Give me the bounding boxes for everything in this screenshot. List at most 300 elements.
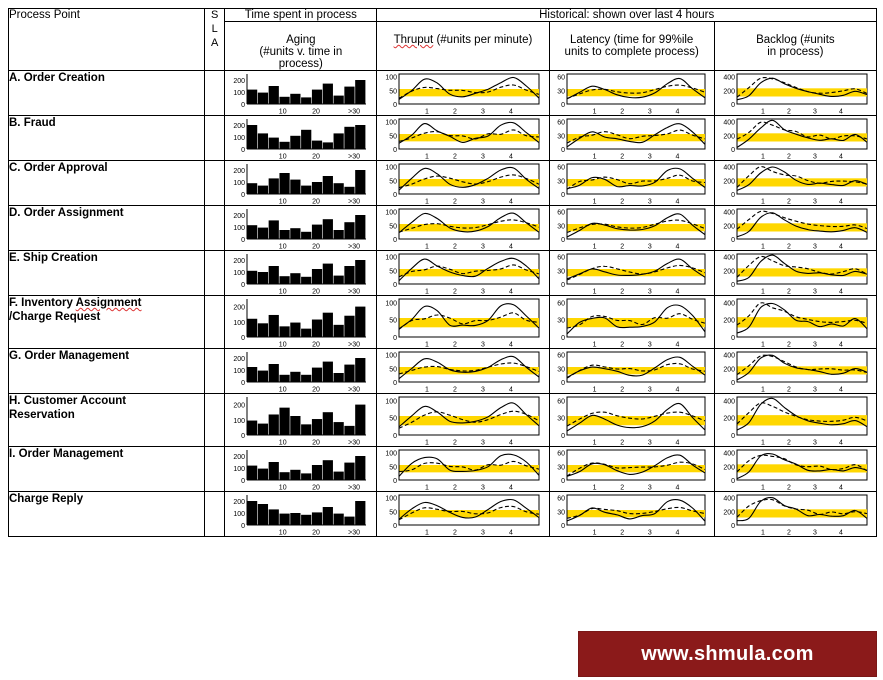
svg-text:0: 0 <box>393 478 398 485</box>
svg-text:200: 200 <box>723 223 735 231</box>
thruput-chart-cell[interactable] <box>377 447 549 492</box>
svg-text:1: 1 <box>425 243 430 250</box>
svg-text:0: 0 <box>730 237 735 244</box>
svg-text:0: 0 <box>730 433 735 440</box>
svg-text:4: 4 <box>838 386 843 393</box>
svg-text:20: 20 <box>312 108 321 115</box>
svg-text:0: 0 <box>393 523 398 530</box>
latency-chart-cell[interactable] <box>549 296 714 349</box>
svg-text:4: 4 <box>838 341 843 348</box>
svg-text:50: 50 <box>389 366 398 374</box>
svg-text:2: 2 <box>453 108 458 115</box>
svg-text:3: 3 <box>481 386 486 393</box>
svg-text:2: 2 <box>453 243 458 250</box>
svg-text:0: 0 <box>730 523 735 530</box>
svg-text:1: 1 <box>592 198 597 205</box>
thruput-chart-cell[interactable] <box>377 116 549 161</box>
backlog-chart-cell[interactable] <box>714 161 876 206</box>
svg-text:400: 400 <box>723 450 735 458</box>
svg-text:1: 1 <box>592 439 597 446</box>
svg-text:200: 200 <box>233 356 246 363</box>
backlog-chart-cell[interactable] <box>714 447 876 492</box>
svg-text:20: 20 <box>312 243 321 250</box>
svg-text:10: 10 <box>279 341 287 348</box>
process-point-label <box>9 161 205 206</box>
svg-text:400: 400 <box>723 254 735 262</box>
svg-text:4: 4 <box>509 288 514 295</box>
svg-text:2: 2 <box>786 108 791 115</box>
process-point-line: Charge Reply <box>9 493 84 505</box>
backlog-title-line1: Backlog (#units <box>756 34 835 46</box>
sla-cell <box>205 206 225 251</box>
svg-text:30: 30 <box>556 415 565 423</box>
svg-text:4: 4 <box>838 439 843 446</box>
svg-text:200: 200 <box>233 454 246 461</box>
table-row[interactable] <box>9 251 877 296</box>
svg-text:3: 3 <box>812 439 817 446</box>
process-point-label <box>9 206 205 251</box>
svg-text:3: 3 <box>812 484 817 491</box>
svg-text:100: 100 <box>233 90 246 97</box>
svg-text:0: 0 <box>560 380 565 387</box>
svg-text:400: 400 <box>723 119 735 127</box>
process-point-line: Reservation <box>9 409 75 422</box>
svg-text:3: 3 <box>647 108 652 115</box>
svg-text:1: 1 <box>425 386 430 393</box>
svg-text:4: 4 <box>838 108 843 115</box>
svg-text:20: 20 <box>312 529 321 536</box>
svg-text:100: 100 <box>385 450 398 458</box>
svg-text:3: 3 <box>481 529 486 536</box>
svg-text:100: 100 <box>233 270 246 277</box>
svg-text:0: 0 <box>393 192 398 199</box>
svg-text:1: 1 <box>760 386 765 393</box>
aging-chart-cell[interactable] <box>225 394 377 447</box>
svg-text:60: 60 <box>556 209 565 217</box>
thruput-chart-cell[interactable] <box>377 492 549 537</box>
svg-text:200: 200 <box>233 304 246 312</box>
aging-chart-cell[interactable] <box>225 349 377 394</box>
svg-text:10: 10 <box>279 529 287 536</box>
svg-text:30: 30 <box>556 366 565 374</box>
svg-text:4: 4 <box>675 439 679 446</box>
svg-text:1: 1 <box>592 108 597 115</box>
latency-chart-cell[interactable] <box>549 349 714 394</box>
svg-text:0: 0 <box>393 335 398 342</box>
svg-text:50: 50 <box>389 133 398 141</box>
table-row[interactable] <box>9 492 877 537</box>
svg-text:2: 2 <box>786 341 791 348</box>
svg-text:4: 4 <box>675 341 679 348</box>
svg-text:1: 1 <box>760 341 765 348</box>
svg-text:1: 1 <box>592 243 597 250</box>
svg-text:0: 0 <box>241 147 246 154</box>
svg-text:4: 4 <box>675 198 679 205</box>
backlog-chart-cell[interactable] <box>714 394 876 447</box>
svg-text:30: 30 <box>556 88 565 96</box>
latency-chart-cell[interactable] <box>549 71 714 116</box>
svg-text:200: 200 <box>233 168 246 175</box>
svg-text:1: 1 <box>760 198 765 205</box>
svg-text:0: 0 <box>560 102 565 109</box>
column-header-process-point: Process Point <box>9 9 205 71</box>
svg-text:1: 1 <box>760 288 765 295</box>
process-point-label <box>9 349 205 394</box>
svg-text:60: 60 <box>556 119 565 127</box>
svg-text:10: 10 <box>279 484 287 491</box>
column-header-backlog <box>714 22 876 71</box>
svg-text:100: 100 <box>385 398 398 406</box>
process-point-label <box>9 71 205 116</box>
column-header-sla <box>205 9 225 71</box>
thruput-chart-cell[interactable] <box>377 251 549 296</box>
svg-text:1: 1 <box>760 243 765 250</box>
svg-text:2: 2 <box>453 484 458 491</box>
latency-chart-cell[interactable] <box>549 251 714 296</box>
svg-text:400: 400 <box>723 209 735 217</box>
svg-text:20: 20 <box>312 288 321 295</box>
svg-text:10: 10 <box>279 439 287 446</box>
svg-text:3: 3 <box>481 288 486 295</box>
svg-text:2: 2 <box>453 341 458 348</box>
svg-text:20: 20 <box>312 386 321 393</box>
aging-title-line3: process) <box>278 58 323 70</box>
svg-text:20: 20 <box>312 439 321 446</box>
svg-text:200: 200 <box>723 509 735 517</box>
svg-text:50: 50 <box>389 415 398 423</box>
table-row[interactable] <box>9 116 877 161</box>
process-point-label <box>9 116 205 161</box>
svg-text:100: 100 <box>233 417 246 425</box>
svg-text:0: 0 <box>241 192 246 199</box>
svg-text:1: 1 <box>425 439 430 446</box>
svg-text:4: 4 <box>838 288 843 295</box>
svg-text:2: 2 <box>453 386 458 393</box>
thruput-chart-cell[interactable] <box>377 394 549 447</box>
svg-text:3: 3 <box>812 198 817 205</box>
backlog-chart-cell[interactable] <box>714 296 876 349</box>
column-header-time-spent: Time spent in process <box>225 9 377 22</box>
table-row[interactable] <box>9 447 877 492</box>
svg-text:2: 2 <box>619 108 624 115</box>
svg-text:20: 20 <box>312 153 321 160</box>
svg-text:2: 2 <box>453 198 458 205</box>
svg-text:0: 0 <box>730 478 735 485</box>
latency-chart-cell[interactable] <box>549 394 714 447</box>
svg-text:0: 0 <box>241 478 246 485</box>
svg-text:4: 4 <box>675 529 679 536</box>
aging-chart-cell[interactable] <box>225 161 377 206</box>
table-row[interactable] <box>9 206 877 251</box>
column-header-historical: Historical: shown over last 4 hours <box>377 9 877 22</box>
svg-text:3: 3 <box>481 198 486 205</box>
svg-text:100: 100 <box>233 225 246 232</box>
process-point-line: E. Ship Creation <box>9 252 98 264</box>
watermark-banner <box>578 631 877 677</box>
svg-text:2: 2 <box>786 153 791 160</box>
svg-text:4: 4 <box>838 529 843 536</box>
svg-text:4: 4 <box>509 108 514 115</box>
backlog-chart-cell[interactable] <box>714 71 876 116</box>
svg-text:0: 0 <box>560 335 565 342</box>
svg-text:2: 2 <box>453 439 458 446</box>
column-header-thruput <box>377 22 549 71</box>
process-point-label <box>9 251 205 296</box>
svg-text:3: 3 <box>481 153 486 160</box>
svg-text:10: 10 <box>279 198 287 205</box>
svg-text:3: 3 <box>812 243 817 250</box>
sla-cell <box>205 394 225 447</box>
svg-text:2: 2 <box>786 529 791 536</box>
svg-text:0: 0 <box>730 335 735 342</box>
aging-chart-cell[interactable] <box>225 71 377 116</box>
process-point-line: H. Customer Account <box>9 395 127 407</box>
svg-text:30: 30 <box>556 509 565 517</box>
svg-text:100: 100 <box>385 495 398 503</box>
latency-title-line1: Latency (time for 99%ile <box>569 34 694 46</box>
svg-text:200: 200 <box>723 415 735 423</box>
thruput-title-rest: (#units per minute) <box>433 34 533 46</box>
aging-chart-cell[interactable] <box>225 206 377 251</box>
process-point-label <box>9 296 205 349</box>
svg-text:3: 3 <box>812 341 817 348</box>
svg-text:3: 3 <box>647 153 652 160</box>
watermark-text: www.shmula.com <box>641 643 814 665</box>
table-header-row-1 <box>9 9 877 22</box>
svg-text:3: 3 <box>481 243 486 250</box>
svg-text:2: 2 <box>453 529 458 536</box>
latency-chart-cell[interactable] <box>549 206 714 251</box>
svg-text:2: 2 <box>619 386 624 393</box>
svg-text:100: 100 <box>233 466 246 473</box>
svg-text:3: 3 <box>481 439 486 446</box>
svg-text:400: 400 <box>723 300 735 308</box>
latency-chart-cell[interactable] <box>549 447 714 492</box>
aging-chart-cell[interactable] <box>225 296 377 349</box>
svg-text:0: 0 <box>241 335 246 342</box>
thruput-chart-cell[interactable] <box>377 206 549 251</box>
backlog-chart-cell[interactable] <box>714 349 876 394</box>
backlog-chart-cell[interactable] <box>714 251 876 296</box>
svg-text:4: 4 <box>509 439 514 446</box>
svg-text:>30: >30 <box>348 439 361 446</box>
svg-text:30: 30 <box>556 223 565 231</box>
svg-text:0: 0 <box>393 147 398 154</box>
svg-text:100: 100 <box>385 119 398 127</box>
sla-cell <box>205 251 225 296</box>
svg-text:4: 4 <box>675 243 679 250</box>
svg-text:4: 4 <box>675 386 679 393</box>
svg-text:0: 0 <box>730 102 735 109</box>
svg-text:50: 50 <box>389 178 398 186</box>
svg-text:400: 400 <box>723 352 735 360</box>
svg-text:100: 100 <box>385 209 398 217</box>
svg-text:2: 2 <box>619 529 624 536</box>
svg-text:0: 0 <box>393 102 398 109</box>
svg-text:200: 200 <box>233 78 246 85</box>
table-row[interactable] <box>9 349 877 394</box>
svg-text:0: 0 <box>560 237 565 244</box>
svg-text:1: 1 <box>760 484 765 491</box>
svg-text:30: 30 <box>556 133 565 141</box>
svg-text:1: 1 <box>425 198 430 205</box>
svg-text:0: 0 <box>241 102 246 109</box>
table-row[interactable] <box>9 394 877 447</box>
process-point-line: B. Fraud <box>9 117 56 129</box>
svg-text:>30: >30 <box>348 484 361 491</box>
thruput-chart-cell[interactable] <box>377 161 549 206</box>
svg-text:3: 3 <box>647 341 652 348</box>
svg-text:60: 60 <box>556 398 565 406</box>
svg-text:4: 4 <box>838 153 843 160</box>
svg-text:400: 400 <box>723 74 735 82</box>
aging-chart-cell[interactable] <box>225 447 377 492</box>
svg-text:2: 2 <box>619 439 624 446</box>
svg-text:0: 0 <box>730 380 735 387</box>
svg-text:0: 0 <box>393 237 398 244</box>
svg-text:10: 10 <box>279 108 287 115</box>
spellcheck-underline: Assignment <box>75 297 142 309</box>
svg-text:4: 4 <box>509 529 514 536</box>
table-row[interactable] <box>9 161 877 206</box>
svg-text:1: 1 <box>592 288 597 295</box>
svg-text:4: 4 <box>838 198 843 205</box>
svg-text:200: 200 <box>723 268 735 276</box>
backlog-chart-cell[interactable] <box>714 206 876 251</box>
svg-text:3: 3 <box>812 153 817 160</box>
svg-text:50: 50 <box>389 88 398 96</box>
backlog-title-line2: in process) <box>767 46 824 58</box>
svg-text:20: 20 <box>312 198 321 205</box>
svg-text:200: 200 <box>233 499 246 506</box>
table-row[interactable] <box>9 296 877 349</box>
column-header-aging <box>225 22 377 71</box>
svg-text:100: 100 <box>233 368 246 375</box>
svg-text:50: 50 <box>389 268 398 276</box>
backlog-chart-cell[interactable] <box>714 116 876 161</box>
svg-text:2: 2 <box>786 439 791 446</box>
svg-text:60: 60 <box>556 254 565 262</box>
svg-text:0: 0 <box>560 523 565 530</box>
svg-text:400: 400 <box>723 164 735 172</box>
svg-text:3: 3 <box>481 341 486 348</box>
sla-cell <box>205 296 225 349</box>
svg-text:200: 200 <box>233 213 246 220</box>
latency-chart-cell[interactable] <box>549 492 714 537</box>
svg-text:1: 1 <box>760 439 765 446</box>
process-point-line: F. Inventory Assignment <box>9 297 142 309</box>
svg-text:1: 1 <box>425 341 430 348</box>
svg-text:3: 3 <box>647 439 652 446</box>
svg-text:2: 2 <box>619 198 624 205</box>
svg-text:4: 4 <box>509 243 514 250</box>
svg-text:400: 400 <box>723 398 735 406</box>
svg-text:100: 100 <box>233 135 246 142</box>
sla-letter-a: A <box>211 36 219 49</box>
svg-text:100: 100 <box>233 319 246 327</box>
svg-text:1: 1 <box>425 108 430 115</box>
sla-cell <box>205 492 225 537</box>
svg-text:4: 4 <box>675 484 679 491</box>
svg-text:>30: >30 <box>348 529 361 536</box>
table-row[interactable] <box>9 71 877 116</box>
svg-text:50: 50 <box>389 223 398 231</box>
svg-text:400: 400 <box>723 495 735 503</box>
svg-text:30: 30 <box>556 178 565 186</box>
svg-text:4: 4 <box>509 341 514 348</box>
process-point-line: D. Order Assignment <box>9 207 124 219</box>
svg-text:2: 2 <box>453 153 458 160</box>
thruput-chart-cell[interactable] <box>377 296 549 349</box>
svg-text:200: 200 <box>233 123 246 130</box>
svg-text:0: 0 <box>241 282 246 289</box>
process-point-label <box>9 492 205 537</box>
latency-title-line2: units to complete process) <box>564 46 699 58</box>
svg-text:2: 2 <box>786 198 791 205</box>
process-metrics-table <box>8 8 877 537</box>
svg-text:2: 2 <box>619 288 624 295</box>
svg-text:4: 4 <box>509 153 514 160</box>
svg-text:3: 3 <box>812 386 817 393</box>
svg-text:>30: >30 <box>348 153 361 160</box>
svg-text:50: 50 <box>389 464 398 472</box>
svg-text:>30: >30 <box>348 341 361 348</box>
svg-text:60: 60 <box>556 352 565 360</box>
svg-text:4: 4 <box>838 243 843 250</box>
svg-text:0: 0 <box>560 147 565 154</box>
svg-text:100: 100 <box>233 180 246 187</box>
svg-text:2: 2 <box>786 288 791 295</box>
svg-text:1: 1 <box>425 288 430 295</box>
sla-letter-s: S <box>211 9 219 21</box>
svg-text:1: 1 <box>592 529 597 536</box>
svg-text:0: 0 <box>560 192 565 199</box>
svg-text:4: 4 <box>838 484 843 491</box>
latency-chart-cell[interactable] <box>549 116 714 161</box>
svg-text:>30: >30 <box>348 288 361 295</box>
svg-text:10: 10 <box>279 153 287 160</box>
svg-text:3: 3 <box>647 529 652 536</box>
svg-text:>30: >30 <box>348 386 361 393</box>
svg-text:100: 100 <box>385 300 398 308</box>
aging-chart-cell[interactable] <box>225 116 377 161</box>
sla-letter-l: L <box>211 22 218 35</box>
svg-text:20: 20 <box>312 484 321 491</box>
svg-text:3: 3 <box>812 529 817 536</box>
svg-text:60: 60 <box>556 74 565 82</box>
svg-text:0: 0 <box>241 380 246 387</box>
latency-chart-cell[interactable] <box>549 161 714 206</box>
svg-text:60: 60 <box>556 495 565 503</box>
svg-text:0: 0 <box>560 478 565 485</box>
svg-text:0: 0 <box>560 282 565 289</box>
thruput-chart-cell[interactable] <box>377 71 549 116</box>
aging-chart-cell[interactable] <box>225 492 377 537</box>
svg-text:3: 3 <box>481 108 486 115</box>
svg-text:60: 60 <box>556 450 565 458</box>
process-point-line: A. Order Creation <box>9 72 105 84</box>
aging-chart-cell[interactable] <box>225 251 377 296</box>
svg-text:2: 2 <box>786 386 791 393</box>
sla-cell <box>205 161 225 206</box>
svg-text:4: 4 <box>675 288 679 295</box>
svg-text:50: 50 <box>389 509 398 517</box>
svg-text:1: 1 <box>425 529 430 536</box>
thruput-chart-cell[interactable] <box>377 349 549 394</box>
svg-text:4: 4 <box>509 484 514 491</box>
process-point-line: C. Order Approval <box>9 162 108 174</box>
backlog-chart-cell[interactable] <box>714 492 876 537</box>
